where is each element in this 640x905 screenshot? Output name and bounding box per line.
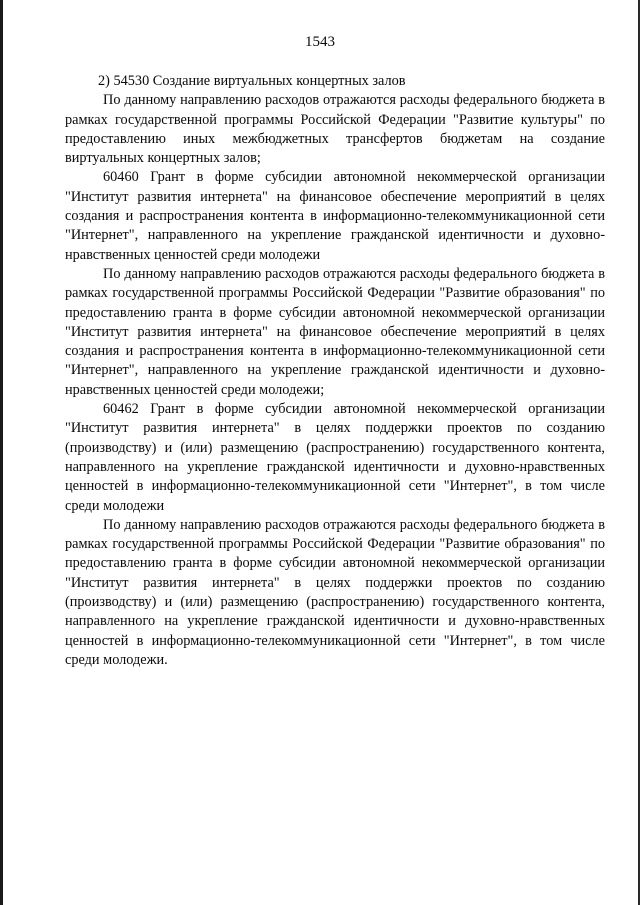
page-number: 1543 [305, 34, 335, 50]
paragraph-60462-title: 60462 Грант в форме субсидии автономной некоммерческой организации "Институт развития интернета" в целях поддержки проектов по созданию (производству) и (или) размещению (распространению) государственного контента, направленного на укрепление гражданской идентичности и духовно-нравственных ценностей в информационно-телекоммуникационной сети "Интернет", в том числе среди молодежи [65, 401, 605, 514]
paragraph-60460-title: 60460 Грант в форме субсидии автономной некоммерческой организации "Институт развития интернета" на финансовое обеспечение мероприятий в целях создания и распространения контента в информационно-телекоммуникационной сети "Интернет", направленного на укрепление гражданской идентичности и духовно-нравственных ценностей среди молодежи [65, 169, 605, 263]
paragraph-60462-description: По данному направлению расходов отражаются расходы федерального бюджета в рамках государственной программы Российской Федерации "Развитие образования" по предоставлению гранта в форме субсидии автономной некоммерческой организации "Институт развития интернета" в целях поддержки проектов по созданию (производству) и (или) размещению (распространению) государственного контента, направленного на укрепление гражданской идентичности и духовно-нравственных ценностей в информационно-телекоммуникационной сети "Интернет", в том числе среди молодежи. [65, 516, 605, 668]
paragraph-60460-description: По данному направлению расходов отражаются расходы федерального бюджета в рамках государственной программы Российской Федерации "Развитие образования" по предоставлению гранта в форме субсидии автономной некоммерческой организации "Институт развития интернета" на финансовое обеспечение мероприятий в целях создания и распространения контента в информационно-телекоммуникационной сети "Интернет", направленного на укрепление гражданской идентичности и духовно-нравственных ценностей среди молодежи; [65, 265, 605, 398]
paragraph-54530-description: По данному направлению расходов отражаются расходы федерального бюджета в рамках государственной программы Российской Федерации "Развитие культуры" по предоставлению иных межбюджетных трансфертов бюджетам на создание виртуальных концертных залов; [65, 92, 605, 167]
section-heading: 2) 54530 Создание виртуальных концертных залов [98, 73, 406, 89]
document-body [65, 72, 605, 670]
